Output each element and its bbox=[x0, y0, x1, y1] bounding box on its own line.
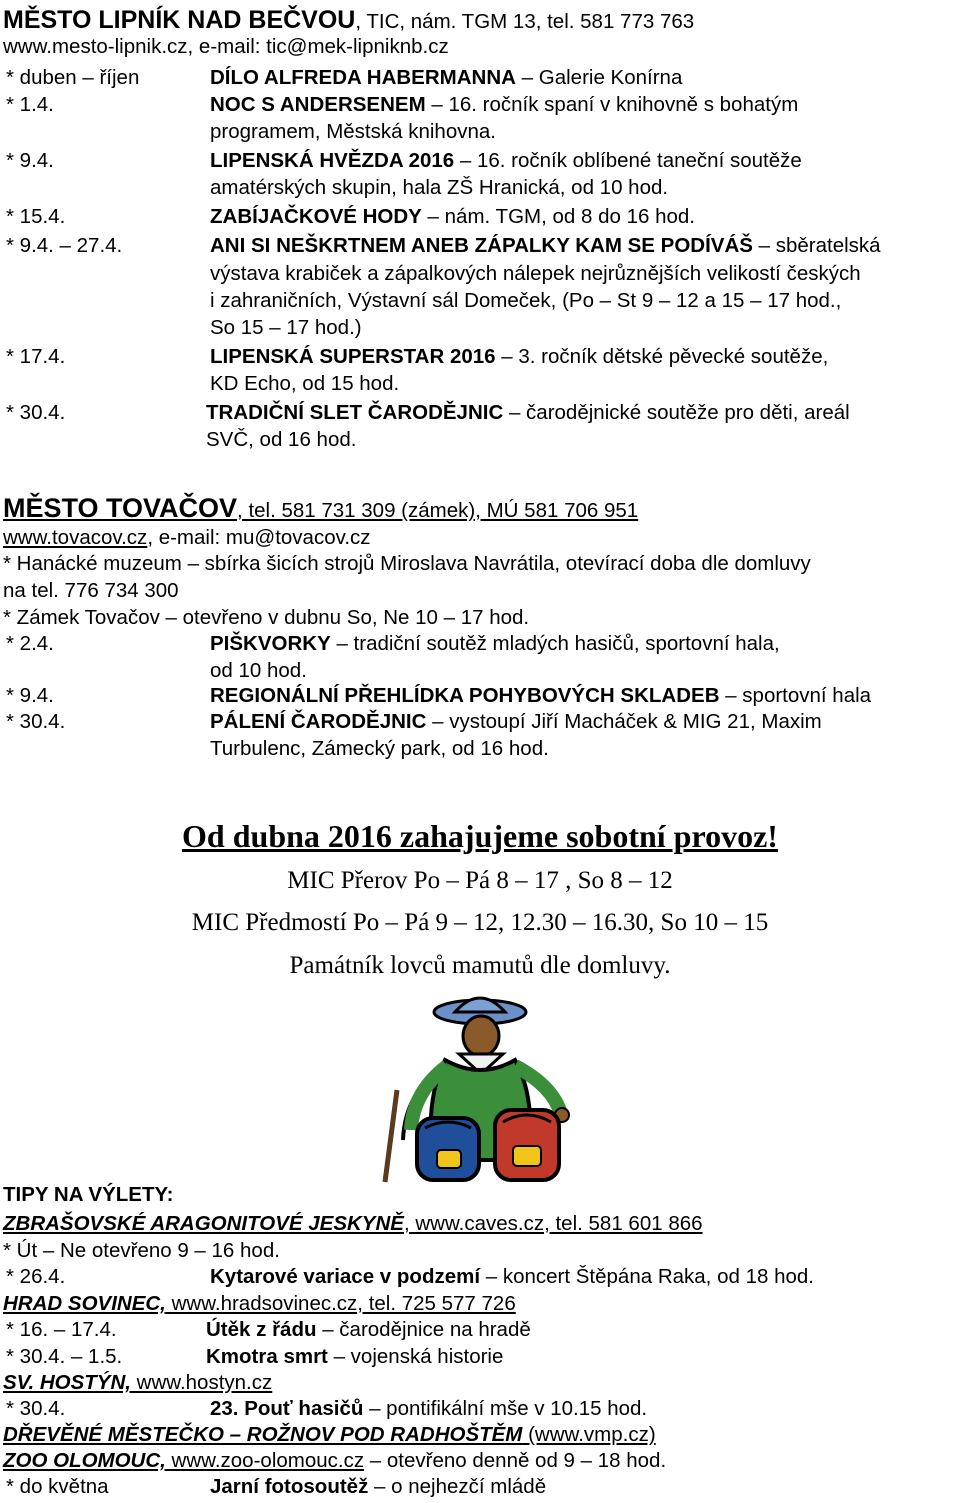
event-desc: – 3. ročník dětské pěvecké soutěže, bbox=[495, 345, 829, 368]
tips-heading: TIPY NA VÝLETY: bbox=[3, 1183, 174, 1206]
event-desc: i zahraničních, Výstavní sál Domeček, (Po – St 9 – 12 a 15 – 17 hod., bbox=[210, 289, 842, 312]
event-date: * 30.4. – 1.5. bbox=[6, 1345, 123, 1368]
event-desc: Turbulenc, Zámecký park, od 16 hod. bbox=[210, 737, 549, 760]
zbrasov-open: * Út – Ne otevřeno 9 – 16 hod. bbox=[3, 1239, 280, 1262]
event-desc: SVČ, od 16 hod. bbox=[206, 428, 357, 451]
tovacov-email[interactable]: , e-mail: mu@tovacov.cz bbox=[147, 526, 371, 549]
event-desc: – 16. ročník oblíbené taneční soutěže bbox=[454, 149, 802, 172]
event-date: * 9.4. bbox=[6, 684, 54, 707]
event-desc: – čarodějnice na hradě bbox=[316, 1318, 531, 1341]
roznov-name: DŘEVĚNÉ MĚSTEČKO – ROŽNOV POD RADHOŠTĚM bbox=[3, 1423, 523, 1446]
event-title: Jarní fotosoutěž bbox=[210, 1475, 369, 1498]
event-desc: amatérských skupin, hala ZŠ Hranická, od 10 hod. bbox=[210, 176, 669, 199]
event-desc: – nám. TGM, od 8 do 16 hod. bbox=[421, 205, 695, 228]
event-date: * 30.4. bbox=[6, 1397, 66, 1420]
event-desc: – tradiční soutěž mladých hasičů, sportovní hala, bbox=[330, 632, 780, 655]
event-title: PIŠKVORKY bbox=[210, 632, 331, 655]
event-date: * do května bbox=[6, 1475, 109, 1498]
zbrasov-contact[interactable]: , www.caves.cz, tel. 581 601 866 bbox=[403, 1212, 703, 1235]
hostyn-line bbox=[3, 1371, 272, 1395]
tovacov-web-link[interactable]: www.tovacov.cz bbox=[3, 526, 148, 549]
event-title: REGIONÁLNÍ PŘEHLÍDKA POHYBOVÝCH SKLADEB bbox=[210, 684, 720, 707]
event-title: Útěk z řádu bbox=[206, 1318, 317, 1341]
event-desc: – o nejhezčí mládě bbox=[368, 1475, 547, 1498]
event-title: LIPENSKÁ SUPERSTAR 2016 bbox=[210, 345, 496, 368]
zoo-contact[interactable]: www.zoo-olomouc.cz bbox=[165, 1449, 365, 1472]
hostyn-name: SV. HOSTÝN, bbox=[3, 1371, 131, 1394]
event-title: Kmotra smrt bbox=[206, 1345, 328, 1368]
mic-announcement: Od dubna 2016 zahajujeme sobotní provoz! bbox=[182, 818, 778, 854]
lipnik-contact: , TIC, nám. TGM 13, tel. 581 773 763 bbox=[355, 10, 695, 33]
event-date: * 16. – 17.4. bbox=[6, 1318, 117, 1341]
event-desc: od 10 hod. bbox=[210, 659, 307, 682]
zbrasov-name: ZBRAŠOVSKÉ ARAGONITOVÉ JESKYNĚ bbox=[3, 1212, 404, 1235]
lipnik-header bbox=[3, 8, 694, 34]
tovacov-web-line bbox=[3, 526, 371, 550]
event-date: * 17.4. bbox=[6, 345, 66, 368]
event-desc: So 15 – 17 hod.) bbox=[210, 316, 362, 339]
event-title: Kytarové variace v podzemí bbox=[210, 1265, 481, 1288]
event-title: PÁLENÍ ČARODĚJNIC bbox=[210, 710, 427, 733]
event-desc: – Galerie Konírna bbox=[515, 66, 683, 89]
zoo-line bbox=[3, 1449, 666, 1473]
event-desc: – koncert Štěpána Raka, od 18 hod. bbox=[480, 1265, 814, 1288]
event-date: * duben – říjen bbox=[6, 66, 140, 89]
tovacov-header bbox=[3, 493, 639, 523]
event-date: * 30.4. bbox=[6, 710, 66, 733]
event-title: ANI SI NEŠKRTNEM ANEB ZÁPALKY KAM SE PODÍVÁŠ bbox=[210, 234, 753, 257]
event-desc: výstava krabiček a zápalkových nálepek nejrůznějších velikostí českých bbox=[210, 262, 861, 285]
event-desc: programem, Městská knihovna. bbox=[210, 120, 496, 143]
mic-memorial-note: Památník lovců mamutů dle domluvy. bbox=[289, 952, 671, 979]
event-date: * 2.4. bbox=[6, 632, 54, 655]
sovinec-contact[interactable]: www.hradsovinec.cz, tel. 725 577 726 bbox=[165, 1292, 516, 1315]
mic-prerov-hours: MIC Přerov Po – Pá 8 – 17 , So 8 – 12 bbox=[287, 867, 673, 894]
event-title: DÍLO ALFREDA HABERMANNA bbox=[210, 66, 516, 89]
event-date: * 9.4. bbox=[6, 149, 54, 172]
sovinec-line bbox=[3, 1292, 516, 1316]
event-title: ZABÍJAČKOVÉ HODY bbox=[210, 205, 422, 228]
roznov-contact[interactable]: (www.vmp.cz) bbox=[522, 1423, 656, 1446]
lipnik-web[interactable]: www.mesto-lipnik.cz, e-mail: tic@mek-lipniknb.cz bbox=[3, 35, 449, 58]
event-desc: – vystoupí Jiří Macháček & MIG 21, Maxim bbox=[426, 710, 822, 733]
event-date: * 30.4. bbox=[6, 401, 66, 424]
tovacov-museum-cont: na tel. 776 734 300 bbox=[3, 579, 179, 602]
zoo-open: – otevřeno denně od 9 – 18 hod. bbox=[364, 1449, 667, 1472]
event-desc: – čarodějnické soutěže pro děti, areál bbox=[503, 401, 850, 424]
event-title: NOC S ANDERSENEM bbox=[210, 93, 426, 116]
event-desc: KD Echo, od 15 hod. bbox=[210, 372, 400, 395]
lipnik-name: MĚSTO LIPNÍK NAD BEČVOU bbox=[3, 6, 356, 34]
zoo-name: ZOO OLOMOUC, bbox=[3, 1449, 166, 1472]
event-title: LIPENSKÁ HVĚZDA 2016 bbox=[210, 149, 455, 172]
hikers-clipart-icon bbox=[355, 990, 595, 1185]
hostyn-contact[interactable]: www.hostyn.cz bbox=[130, 1371, 273, 1394]
event-date: * 9.4. – 27.4. bbox=[6, 234, 123, 257]
event-title: 23. Pouť hasičů bbox=[210, 1397, 364, 1420]
tovacov-contact: , tel. 581 731 309 (zámek), MÚ 581 706 951 bbox=[237, 499, 639, 522]
tovacov-name: MĚSTO TOVAČOV bbox=[3, 493, 238, 523]
sovinec-name: HRAD SOVINEC, bbox=[3, 1292, 166, 1315]
event-desc: – vojenská historie bbox=[327, 1345, 504, 1368]
event-date: * 15.4. bbox=[6, 205, 66, 228]
zbrasov-line bbox=[3, 1212, 703, 1236]
tovacov-castle: * Zámek Tovačov – otevřeno v dubnu So, Ne 10 – 17 hod. bbox=[3, 606, 530, 629]
event-desc: – sportovní hala bbox=[719, 684, 872, 707]
event-desc: – pontifikální mše v 10.15 hod. bbox=[363, 1397, 648, 1420]
tovacov-museum: * Hanácké muzeum – sbírka šicích strojů Miroslava Navrátila, otevírací doba dle domluvy bbox=[3, 552, 811, 575]
event-desc: – 16. ročník spaní v knihovně s bohatým bbox=[425, 93, 799, 116]
roznov-line bbox=[3, 1423, 656, 1447]
event-date: * 26.4. bbox=[6, 1265, 66, 1288]
event-title: TRADIČNÍ SLET ČARODĚJNIC bbox=[206, 401, 504, 424]
event-date: * 1.4. bbox=[6, 93, 54, 116]
event-desc: – sběratelská bbox=[752, 234, 881, 257]
mic-predmosti-hours: MIC Předmostí Po – Pá 9 – 12, 12.30 – 16.30, So 10 – 15 bbox=[191, 909, 769, 936]
